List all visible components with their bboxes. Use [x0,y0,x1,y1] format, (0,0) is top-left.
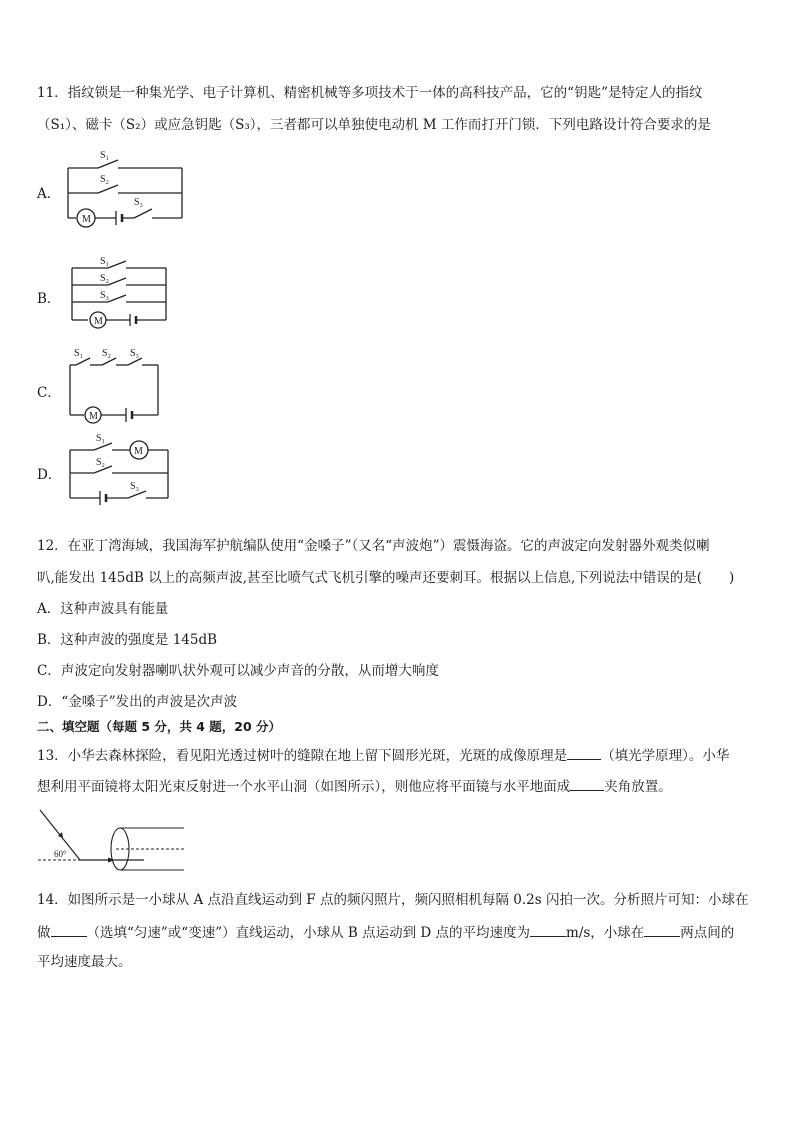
q13-line2-part1: 想利用平面镜将太阳光束反射进一个水平山洞（如图所示），则他应将平面镜与水平地面成 [37,779,571,795]
q14-line2-part4: 两点间的 [680,925,735,941]
s3-label: S₃ [134,197,144,208]
s1-label: S₁ [100,256,110,267]
q11-option-d-label: D． [37,467,62,483]
q13-text-line2 [37,776,672,796]
q12-text-line1: 12．在亚丁湾海域，我国海军护航编队使用“金嗓子”（又名“声波炮”）震慑海盗。它的声波定向发射器外观类似喇 [37,538,710,554]
q13-line1-part1: 13．小华去森林探险，看见阳光透过树叶的缝隙在地上留下圆形光斑，光斑的成像原理是 [37,748,568,764]
q12-option-a: A．这种声波具有能量 [37,601,169,617]
q14-blank-1[interactable] [51,922,87,937]
q11-text-line2: （S₁）、磁卡（S₂）或应急钥匙（S₃），三者都可以单独使电动机 M 工作而打开门锁．下列电路设计符合要求的是 [37,117,711,133]
q14-line2-part1: 做 [37,925,51,941]
q14-blank-2[interactable] [530,922,566,937]
q14-text-line1: 14．如图所示是一小球从 A 点沿直线运动到 F 点的频闪照片，频闪照相机每隔 0.2s 闪拍一次。分析照片可知：小球在 [37,892,749,908]
motor-label: M [82,214,91,225]
s2-label: S₂ [100,273,110,284]
q14-line2-part3: m/s，小球在 [566,925,645,941]
motor-label: M [134,446,143,457]
q14-blank-3[interactable] [644,922,680,937]
q13-line1-part2: （填光学原理）。小华 [601,748,730,764]
q13-text-line1 [37,745,729,765]
q14-text-line3: 平均速度最大。 [37,954,132,970]
s3-label: S₃ [130,348,140,359]
q13-blank-1[interactable] [567,745,601,760]
q12-option-b: B．这种声波的强度是 145dB [37,632,218,648]
q12-text-line2: 叭,能发出 145dB 以上的高频声波,甚至比喷气式飞机引擎的噪声还要刺耳。根据以上信息,下列说法中错误的是( ) [37,570,735,586]
q11-circuit-d [64,430,174,506]
s1-label: S₁ [74,348,84,359]
q11-option-b-label: B． [37,291,61,307]
s3-label: S₃ [100,290,110,301]
motor-label: M [89,411,98,422]
q11-option-a-label: A． [37,186,61,202]
angle-label: 60° [54,849,67,859]
q11-circuit-b [64,254,174,332]
q11-text-line1: 11．指纹锁是一种集光学、电子计算机、精密机械等多项技术于一体的高科技产品，它的“钥匙”是特定人的指纹 [37,85,703,101]
s3-label: S₃ [130,481,140,492]
q12-option-d: D．“金嗓子”发出的声波是次声波 [37,694,238,710]
motor-label: M [94,316,103,327]
q11-circuit-c [64,345,164,425]
q13-mirror-cave-figure [36,808,191,874]
q11-option-c-label: C． [37,385,61,401]
s2-label: S₂ [102,348,112,359]
q11-circuit-a [60,145,185,233]
q13-line2-part2: 夹角放置。 [604,779,672,795]
q14-text-line2 [37,922,734,942]
s2-label: S₂ [100,174,110,185]
section-heading: 二、填空题（每题 5 分，共 4 题，20 分） [37,719,282,734]
s1-label: S₁ [96,433,106,444]
q14-line2-part2: （选填“匀速”或“变速”）直线运动，小球从 B 点运动到 D 点的平均速度为 [86,925,531,941]
q13-blank-2[interactable] [570,776,604,791]
s2-label: S₂ [96,457,106,468]
q12-option-c: C．声波定向发射器喇叭状外观可以减少声音的分散，从而增大响度 [37,663,439,679]
s1-label: S₁ [100,150,110,161]
